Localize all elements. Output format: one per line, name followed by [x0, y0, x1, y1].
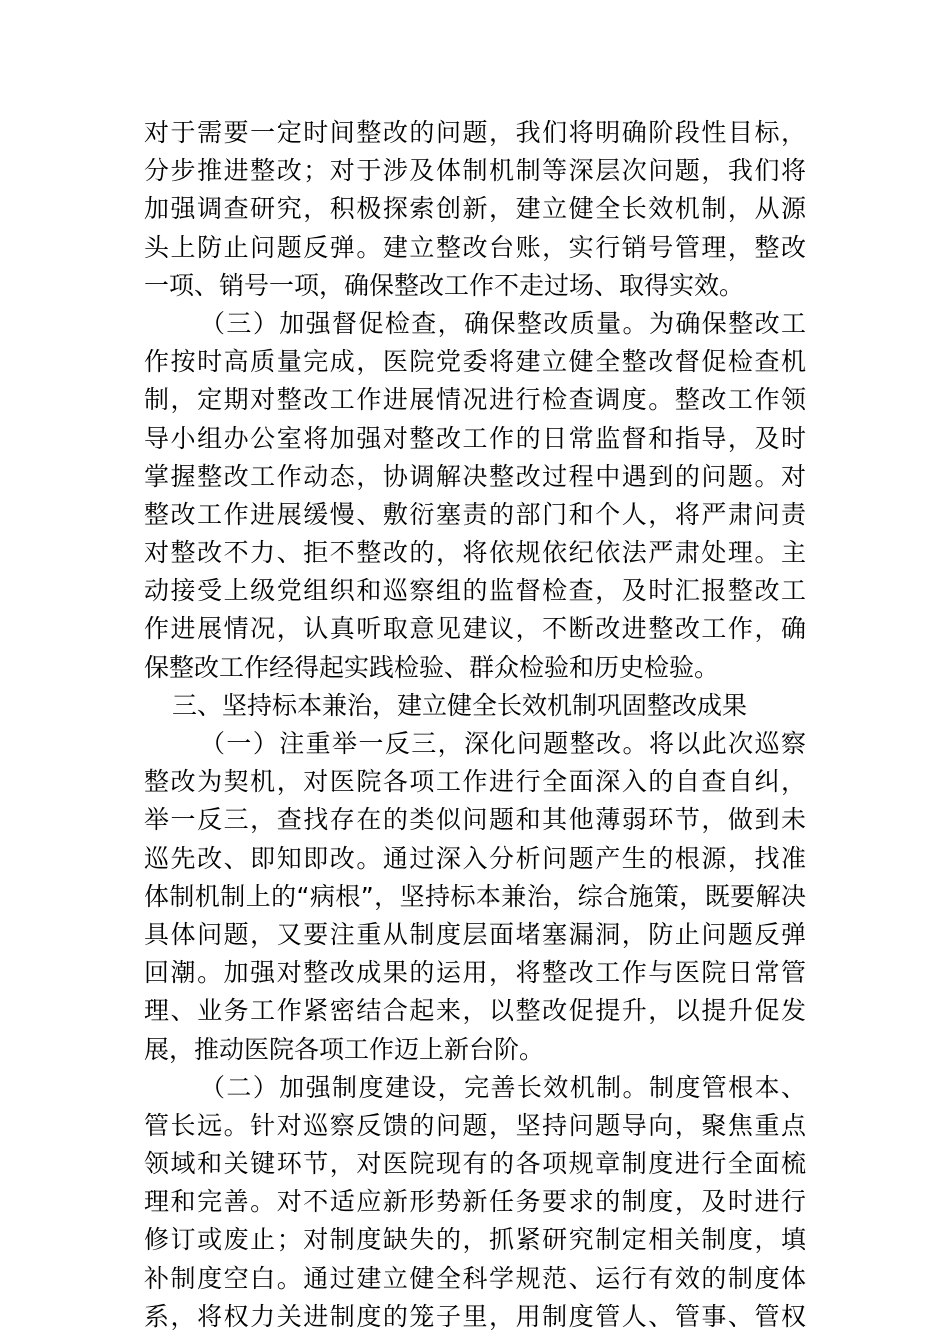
text-line: 具体问题，又要注重从制度层面堵塞漏洞，防止问题反弹	[144, 919, 806, 949]
text-line: 回潮。加强对整改成果的运用，将整改工作与医院日常管	[144, 958, 806, 988]
text-line: 系，将权力关进制度的笼子里，用制度管人、管事、管权	[144, 1301, 806, 1331]
text-line: 作进展情况，认真听取意见建议，不断改进整改工作，确	[144, 614, 806, 644]
text-line: 掌握整改工作动态，协调解决整改过程中遇到的问题。对	[144, 461, 806, 491]
text-line: 保整改工作经得起实践检验、群众检验和历史检验。	[144, 652, 720, 682]
text-line: （三）加强督促检查，确保整改质量。为确保整改工	[200, 308, 806, 338]
text-line: 理和完善。对不适应新形势新任务要求的制度，及时进行	[144, 1187, 806, 1217]
text-line: 整改工作进展缓慢、敷衍塞责的部门和个人，将严肃问责	[144, 499, 806, 529]
text-line: 补制度空白。通过建立健全科学规范、运行有效的制度体	[144, 1263, 806, 1293]
text-line: 修订或废止；对制度缺失的，抓紧研究制定相关制度，填	[144, 1225, 806, 1255]
text-line: 体制机制上的“病根”，坚持标本兼治，综合施策，既要解决	[144, 881, 806, 911]
text-line: 理、业务工作紧密结合起来，以整改促提升，以提升促发	[144, 996, 806, 1026]
text-line: 对整改不力、拒不整改的，将依规依纪依法严肃处理。主	[144, 538, 806, 568]
text-line: 巡先改、即知即改。通过深入分析问题产生的根源，找准	[144, 843, 806, 873]
text-line: 加强调查研究，积极探索创新，建立健全长效机制，从源	[144, 194, 806, 224]
text-line: 导小组办公室将加强对整改工作的日常监督和指导，及时	[144, 423, 806, 453]
text-line: 一项、销号一项，确保整改工作不走过场、取得实效。	[144, 270, 745, 300]
text-line: 举一反三，查找存在的类似问题和其他薄弱环节，做到未	[144, 805, 806, 835]
text-line: （一）注重举一反三，深化问题整改。将以此次巡察	[200, 729, 806, 758]
text-line: 分步推进整改；对于涉及体制机制等深层次问题，我们将	[144, 156, 806, 186]
text-line: 作按时高质量完成，医院党委将建立健全整改督促检查机	[144, 347, 806, 377]
text-line: （二）加强制度建设，完善长效机制。制度管根本、	[200, 1072, 806, 1102]
section-heading: 三、坚持标本兼治，建立健全长效机制巩固整改成果	[172, 690, 748, 720]
text-line: 动接受上级党组织和巡察组的监督检查，及时汇报整改工	[144, 576, 806, 606]
text-line: 领域和关键环节，对医院现有的各项规章制度进行全面梳	[144, 1149, 806, 1179]
text-line: 展，推动医院各项工作迈上新台阶。	[144, 1034, 545, 1064]
text-line: 管长远。针对巡察反馈的问题，坚持问题导向，聚焦重点	[144, 1110, 806, 1140]
text-line: 整改为契机，对医院各项工作进行全面深入的自查自纠，	[144, 767, 806, 797]
text-line: 头上防止问题反弹。建立整改台账，实行销号管理，整改	[144, 232, 806, 262]
text-line: 制，定期对整改工作进展情况进行检查调度。整改工作领	[144, 385, 806, 415]
text-line: 对于需要一定时间整改的问题，我们将明确阶段性目标，	[144, 118, 806, 147]
document-body	[144, 114, 806, 1336]
